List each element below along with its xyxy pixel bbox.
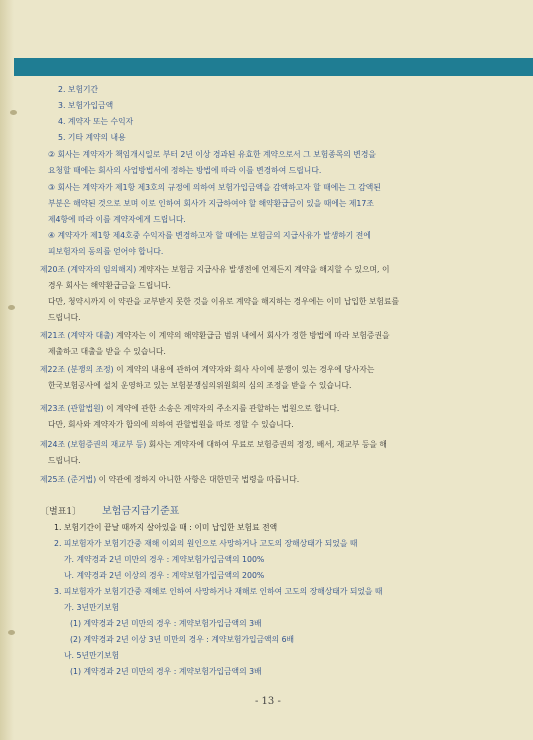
article-text: 다만, 회사와 계약자가 합의에 의하여 관할법원을 따로 정할 수 있습니다. (48, 420, 294, 429)
appendix-row: 가. 계약경과 2년 미만의 경우 : 계약보험가입금액의 100% (64, 555, 265, 564)
appendix-title: 보험금지급기준표 (102, 506, 180, 517)
list-item: 5. 기타 계약의 내용 (58, 133, 126, 142)
article-22 (40, 364, 374, 375)
clause-line: ③ 회사는 계약자가 제1항 제3호의 규정에 의하여 보험가입금액을 감액하고자 할 때에는 그 감액된 (48, 183, 381, 192)
article-text: 제출하고 대출을 받을 수 있습니다. (48, 347, 166, 356)
list-item: 2. 보험기간 (58, 85, 99, 94)
appendix-header (40, 506, 179, 518)
article-text: 이 계약에 관한 소송은 계약자의 주소지를 관할하는 법원으로 합니다. (106, 404, 340, 413)
clause-line: 피보험자의 동의를 얻어야 합니다. (48, 247, 164, 256)
article-24 (40, 439, 387, 450)
article-text: 드립니다. (48, 313, 81, 322)
article-text: 회사는 계약자에 대하여 무료로 보험증권의 정정, 배서, 재교부 등을 해 (148, 440, 387, 449)
article-21 (40, 330, 390, 341)
article-text: 드립니다. (48, 456, 81, 465)
clause-line: 요청할 때에는 회사의 사업방법서에 정하는 방법에 따라 이를 변경하여 드립니다. (48, 166, 322, 175)
article-20 (40, 264, 390, 275)
article-text: 이 약관에 정하지 아니한 사항은 대한민국 법령을 따릅니다. (98, 475, 300, 484)
appendix-row: 나. 계약경과 2년 이상의 경우 : 계약보험가입금액의 200% (64, 571, 265, 580)
article-heading: 제22조 (분쟁의 조정) (40, 365, 114, 374)
list-item: 3. 보험가입금액 (58, 101, 114, 110)
appendix-label: 〔별표1〕 (40, 507, 82, 517)
article-text: 계약자는 보험금 지급사유 발생전에 언제든지 계약을 해지할 수 있으며, 이 (138, 265, 390, 274)
article-heading: 제24조 (보험증권의 재교부 등) (40, 440, 147, 449)
page-number: - 13 - (255, 696, 281, 707)
article-text: 한국보험공사에 설치 운영하고 있는 보험분쟁심의위원회의 심의 조정을 받을 수 있습니다. (48, 381, 352, 390)
article-heading: 제20조 (계약자의 임의해지) (40, 265, 137, 274)
appendix-row: 2. 피보험자가 보험기간중 재해 이외의 원인으로 사망하거나 고도의 장해상태가 되었을 때 (54, 539, 358, 548)
article-23 (40, 403, 339, 414)
clause-line: ④ 계약자가 제1항 제4호중 수익자를 변경하고자 할 때에는 보험금의 지급사유가 발생하기 전에 (48, 231, 371, 240)
clause-line: ② 회사는 계약자가 책임개시일로 부터 2년 이상 경과된 유효한 계약으로서 그 보험종목의 변경을 (48, 150, 376, 159)
article-text: 다만, 청약시까지 이 약관을 교부받지 못한 것을 이유로 계약을 해지하는 경우에는 이미 납입한 보험료를 (48, 297, 400, 306)
article-25 (40, 474, 299, 485)
article-heading: 제21조 (계약자 대출) (40, 331, 114, 340)
clause-line: 부분은 해약된 것으로 보며 이로 인하여 회사가 지급하여야 할 해약환급금이 있을 때에는 제17조 (48, 199, 374, 208)
appendix-row: 3. 피보험자가 보험기간중 재해로 인하여 사망하거나 재해로 인하여 고도의 장해상태가 되었을 때 (54, 587, 383, 596)
list-item: 4. 계약자 또는 수익자 (58, 117, 134, 126)
appendix-row: 가. 3년만기보험 (64, 603, 120, 612)
appendix-row: (1) 계약경과 2년 미만의 경우 : 계약보험가입금액의 3배 (70, 667, 262, 676)
appendix-row: (2) 계약경과 2년 이상 3년 미만의 경우 : 계약보험가입금액의 6배 (70, 635, 295, 644)
appendix-row: 1. 보험기간이 끝날 때까지 살아있을 때 : 이미 납입한 보험료 전액 (54, 523, 278, 532)
clause-line: 제4항에 따라 이를 계약자에게 드립니다. (48, 215, 186, 224)
article-text: 경우 회사는 해약환급금을 드립니다. (48, 281, 171, 290)
article-heading: 제25조 (준거법) (40, 475, 97, 484)
article-heading: 제23조 (관할법원) (40, 404, 104, 413)
article-text: 계약자는 이 계약의 해약환급금 범위 내에서 회사가 정한 방법에 따라 보험증권을 (116, 331, 390, 340)
appendix-row: 나. 5년만기보험 (64, 651, 120, 660)
appendix-row: (1) 계약경과 2년 미만의 경우 : 계약보험가입금액의 3배 (70, 619, 262, 628)
article-text: 이 계약의 내용에 관하여 계약자와 회사 사이에 분쟁이 있는 경우에 당사자는 (116, 365, 375, 374)
